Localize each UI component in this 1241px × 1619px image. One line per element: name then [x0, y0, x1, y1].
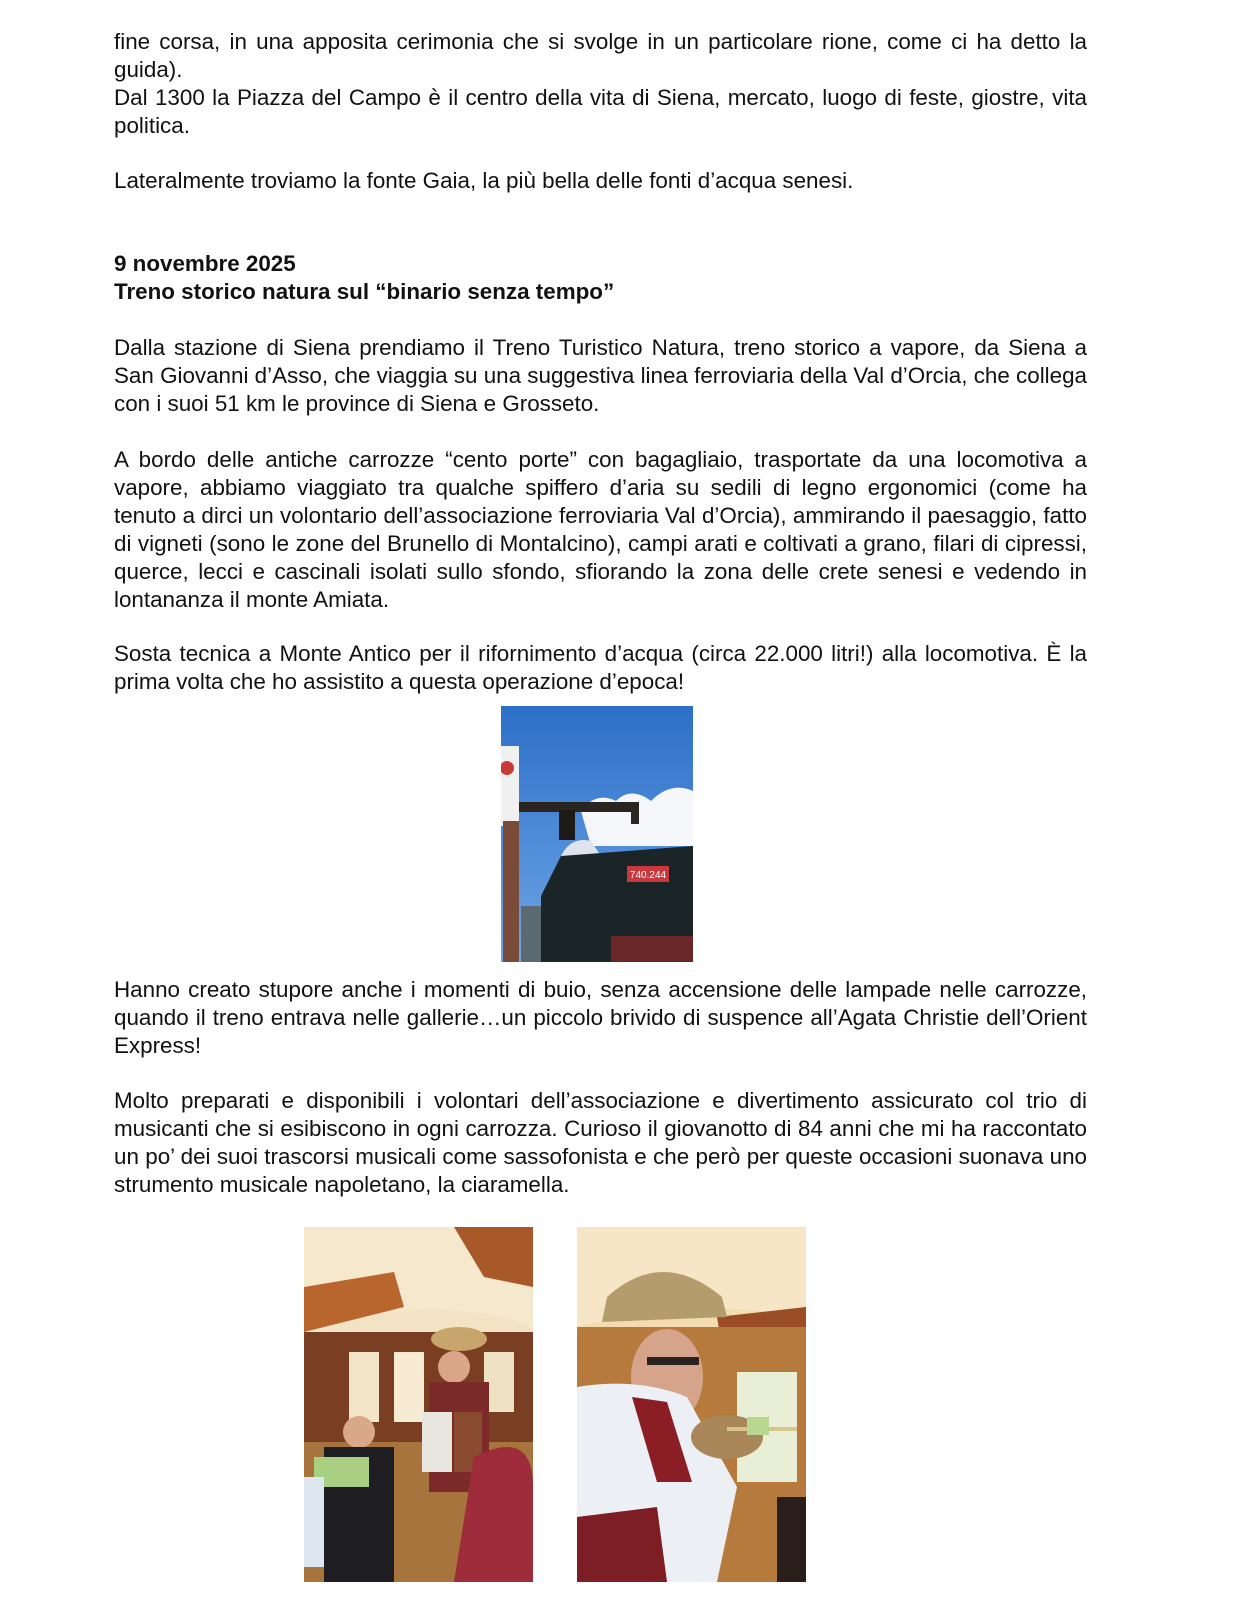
locomotive-water-photo — [501, 706, 693, 962]
paragraph-buio: Hanno creato stupore anche i momenti di buio, senza accensione delle lampade nelle carrozze, quando il treno entrava nelle gallerie…un piccolo brivido di suspence all’Agata Christie dell’Orient Express! — [114, 977, 1087, 1058]
intro-paragraph — [114, 28, 1087, 140]
section-date: 9 novembre 2025 — [114, 251, 296, 276]
intro-text-1: fine corsa, in una apposita cerimonia che si svolge in un particolare rione, come ci ha detto la guida). — [114, 29, 1087, 82]
section-title: Treno storico natura sul “binario senza tempo” — [114, 279, 615, 304]
ciaramella-musician-photo — [577, 1227, 806, 1582]
fonte-gaia-paragraph: Lateralmente troviamo la fonte Gaia, la più bella delle fonti d’acqua senesi. — [114, 168, 854, 193]
paragraph-carrozze: A bordo delle antiche carrozze “cento porte” con bagagliaio, trasportate da una locomotiva a vapore, abbiamo viaggiato tra qualche spiffero d’aria su sedili di legno ergonomici (come ha tenuto a dirci un volontario dell’associazione ferroviaria Val d’Orcia), ammirando il paesaggio, fatto di vigneti (sono le zone del Brunello di Montalcino), campi arati e coltivati a grano, filari di cipressi, querce, lecci e cascinali isolati sullo sfondo, sfiorando la zona delle crete senesi e vedendo in lontananza il monte Amiata. — [114, 447, 1087, 612]
paragraph-musicanti: Molto preparati e disponibili i volontari dell’associazione e divertimento assicurato col trio di musicanti che si esibiscono in ogni carrozza. Curioso il giovanotto di 84 anni che mi ha raccontato un po’ dei suoi trascorsi musicali come sassofonista e che però per queste occasioni suonava uno strumento musicale napoletano, la ciaramella. — [114, 1088, 1087, 1197]
intro-text-2: Dal 1300 la Piazza del Campo è il centro della vita di Siena, mercato, luogo di feste, giostre, vita politica. — [114, 85, 1087, 138]
locomotive-plate: 740.244 — [629, 870, 667, 881]
accordion-musician-photo — [304, 1227, 533, 1582]
paragraph-sosta: Sosta tecnica a Monte Antico per il rifornimento d’acqua (circa 22.000 litri!) alla locomotiva. È la prima volta che ho assistito a questa operazione d’epoca! — [114, 641, 1087, 694]
paragraph-stazione: Dalla stazione di Siena prendiamo il Treno Turistico Natura, treno storico a vapore, da Siena a San Giovanni d’Asso, che viaggia su una suggestiva linea ferroviaria della Val d’Orcia, che collega con i suoi 51 km le province di Siena e Grosseto. — [114, 335, 1087, 416]
